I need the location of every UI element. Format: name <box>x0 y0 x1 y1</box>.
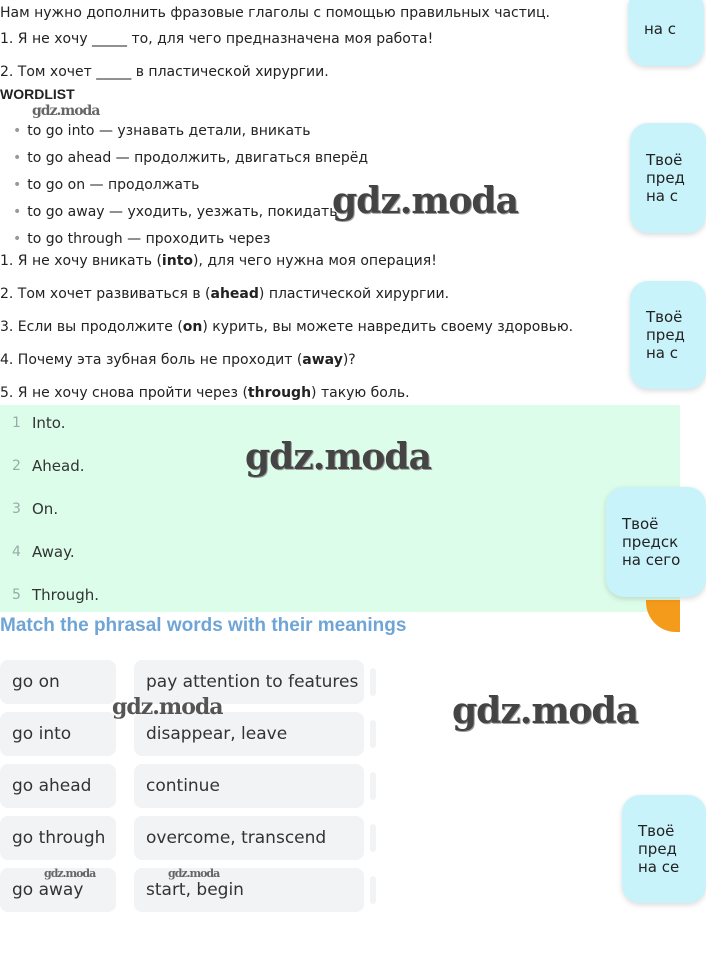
answer-number: 4 <box>12 544 21 560</box>
task-instruction: Нам нужно дополнить фразовые глаголы с помощью правильных частиц. <box>0 5 550 21</box>
answer-line-1: 1. Я не хочу вникать (into), для чего нужна моя операция! <box>0 253 437 269</box>
question-2: 2. Том хочет _____ в пластической хирургии. <box>0 64 329 80</box>
match-right-item[interactable]: pay attention to features <box>134 660 364 704</box>
watermark: gdz.moda <box>245 436 431 478</box>
answer-number: 1 <box>12 415 21 431</box>
answer-line-5: 5. Я не хочу снова пройти через (through) такую боль. <box>0 385 410 401</box>
match-right-item[interactable]: start, begin <box>134 868 364 912</box>
match-right-item[interactable]: overcome, transcend <box>134 816 364 860</box>
answer-text: Into. <box>32 414 66 432</box>
promo-bubble[interactable] <box>606 487 706 597</box>
watermark: gdz.moda <box>44 867 96 880</box>
match-left-item[interactable]: go through <box>0 816 116 860</box>
promo-bubble[interactable] <box>622 795 706 903</box>
promo-bubble-text: Твоё предск на сего <box>622 515 681 569</box>
answer-text: Away. <box>32 543 75 561</box>
watermark: gdz.moda <box>168 867 220 880</box>
watermark: gdz.moda <box>32 103 100 119</box>
match-right-item[interactable]: disappear, leave <box>134 712 364 756</box>
promo-bubble-text: Твоё пред на се <box>638 822 680 876</box>
wordlist-item: • to go into — узнавать детали, вникать <box>13 123 310 139</box>
answer-text: Ahead. <box>32 457 85 475</box>
answer-number: 2 <box>12 458 21 474</box>
wordlist-heading: WORDLIST <box>0 86 75 102</box>
mascot-shape <box>646 600 680 632</box>
promo-bubble-text: Твоё пред на с <box>646 151 685 205</box>
match-right-item[interactable]: continue <box>134 764 364 808</box>
match-title: Match the phrasal words with their meanings <box>0 615 407 636</box>
wordlist-item: • to go on — продолжать <box>13 177 199 193</box>
match-left-item[interactable]: go on <box>0 660 116 704</box>
match-slot[interactable] <box>370 824 376 852</box>
watermark: gdz.moda <box>452 690 638 732</box>
wordlist-item: • to go away — уходить, уезжать, покидать <box>13 204 337 220</box>
match-slot[interactable] <box>370 876 376 904</box>
match-left-item[interactable]: go away <box>0 868 116 912</box>
answer-line-4: 4. Почему эта зубная боль не проходит (away)? <box>0 352 356 368</box>
match-left-item[interactable]: go into <box>0 712 116 756</box>
answer-text: Through. <box>32 586 99 604</box>
watermark: gdz.moda <box>112 694 223 720</box>
question-1: 1. Я не хочу _____ то, для чего предназначена моя работа! <box>0 31 434 47</box>
match-left-item[interactable]: go ahead <box>0 764 116 808</box>
match-slot[interactable] <box>370 668 376 696</box>
promo-bubble-text: Твоё пред на с <box>646 308 685 362</box>
answer-line-3: 3. Если вы продолжите (on) курить, вы можете навредить своему здоровью. <box>0 319 574 335</box>
promo-bubble[interactable] <box>630 281 706 389</box>
answer-number: 5 <box>12 587 21 603</box>
wordlist-item: • to go ahead — продолжить, двигаться вперёд <box>13 150 368 166</box>
match-slot[interactable] <box>370 772 376 800</box>
promo-bubble[interactable] <box>630 123 706 233</box>
match-slot[interactable] <box>370 720 376 748</box>
answer-text: On. <box>32 500 59 518</box>
answer-number: 3 <box>12 501 21 517</box>
promo-bubble-text: на с <box>644 20 677 38</box>
watermark: gdz.moda <box>332 180 518 222</box>
wordlist-item: • to go through — проходить через <box>13 231 271 247</box>
answer-line-2: 2. Том хочет развиваться в (ahead) пластической хирургии. <box>0 286 450 302</box>
promo-bubble[interactable] <box>628 0 704 66</box>
